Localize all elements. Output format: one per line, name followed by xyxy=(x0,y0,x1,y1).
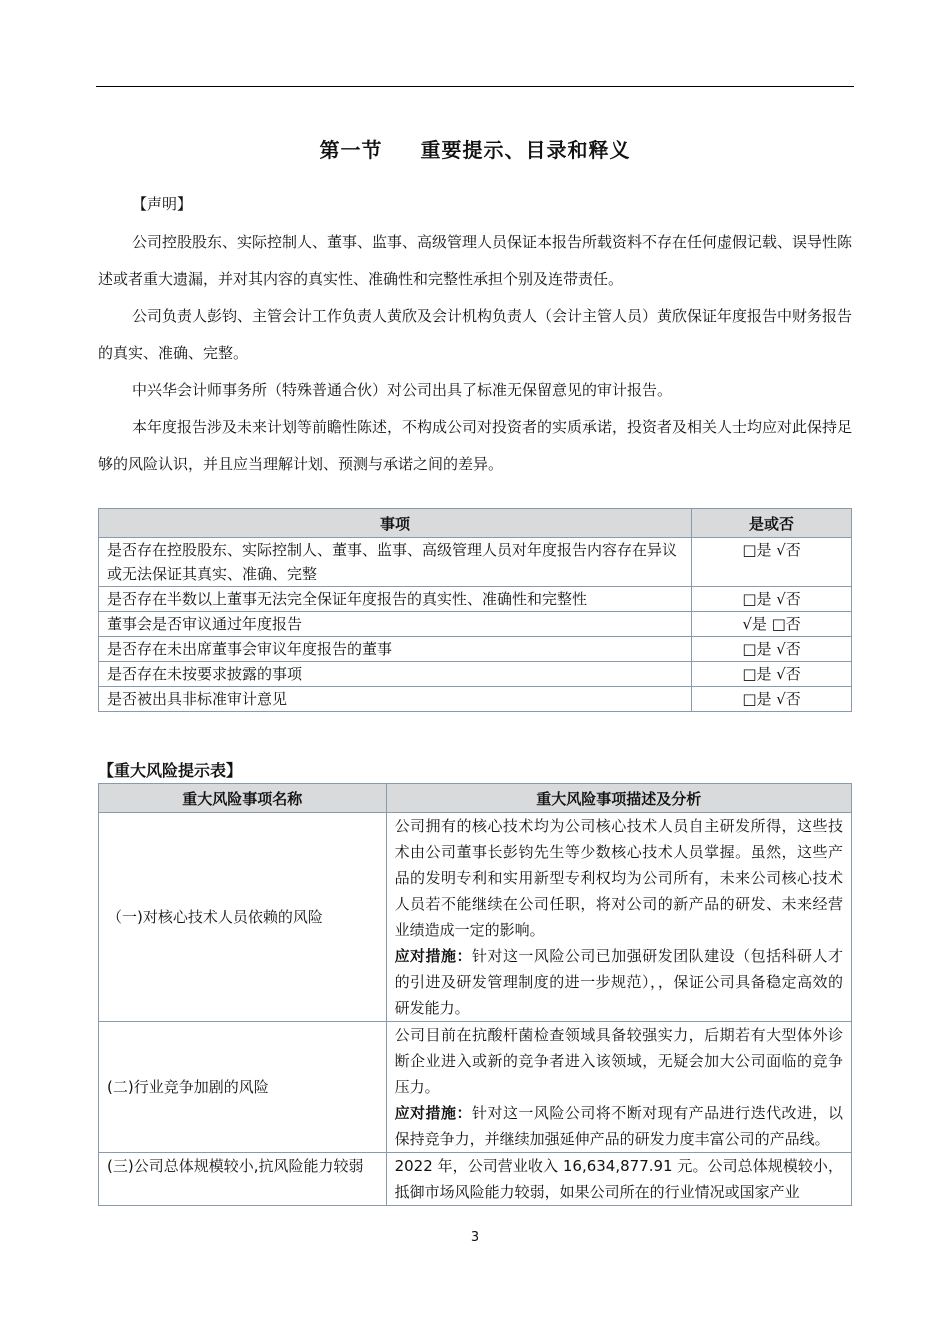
risk-name: (三)公司总体规模较小,抗风险能力较弱 xyxy=(99,1153,387,1206)
table-header-row xyxy=(99,784,852,813)
table-row xyxy=(99,612,852,637)
risk-description-text: 公司拥有的核心技术均为公司核心技术人员自主研发所得，这些技术由公司董事长彭钧先生等少数核心技术人员掌握。虽然，这些产品的发明专利和实用新型专利权均为公司所有，未来公司核心技术人员若不能继续在公司任职，将对公司的新产品的研发、未来经营业绩造成一定的影响。 xyxy=(394,817,843,939)
matter-answer: √是 □否 xyxy=(692,612,852,637)
header-rule xyxy=(96,86,854,87)
risk-description xyxy=(386,1153,851,1206)
risk-description xyxy=(386,1022,851,1153)
matter-item: 是否被出具非标准审计意见 xyxy=(99,687,692,712)
table-row xyxy=(99,538,852,587)
matter-item: 是否存在未按要求披露的事项 xyxy=(99,662,692,687)
matter-item: 是否存在控股股东、实际控制人、董事、监事、高级管理人员对年度报告内容存在异议或无法保证其真实、准确、完整 xyxy=(99,538,692,587)
measure-label: 应对措施： xyxy=(394,947,472,965)
statement-heading: 【声明】 xyxy=(132,195,193,213)
statement-paragraph: 公司负责人彭钧、主管会计工作负责人黄欣及会计机构负责人（会计主管人员）黄欣保证年度报告中财务报告的真实、准确、完整。 xyxy=(98,307,853,362)
column-header: 重大风险事项描述及分析 xyxy=(386,784,851,813)
matter-item: 是否存在半数以上董事无法完全保证年度报告的真实性、准确性和完整性 xyxy=(99,587,692,612)
section-heading: 重要提示、目录和释义 xyxy=(420,138,631,162)
measure-label: 应对措施： xyxy=(394,1104,472,1122)
column-header: 重大风险事项名称 xyxy=(99,784,387,813)
risk-description-text: 2022 年，公司营业收入 16,634,877.91 元。公司总体规模较小，抵御市场风险能力较弱，如果公司所在的行业情况或国家产业 xyxy=(394,1157,843,1201)
matters-table xyxy=(98,508,852,712)
risk-measure xyxy=(395,943,843,1021)
table-row xyxy=(99,1153,852,1206)
column-header: 事项 xyxy=(99,509,692,538)
risk-name: (二)行业竞争加剧的风险 xyxy=(99,1022,387,1153)
measure-text: 针对这一风险公司将不断对现有产品进行迭代改进，以保持竞争力，并继续加强延伸产品的研发力度丰富公司的产品线。 xyxy=(394,1104,843,1148)
matter-answer: □是 √否 xyxy=(692,587,852,612)
matter-answer: □是 √否 xyxy=(692,687,852,712)
measure-text: 针对这一风险公司已加强研发团队建设（包括科研人才的引进及研发管理制度的进一步规范），，保证公司具备稳定高效的研发能力。 xyxy=(394,947,843,1017)
table-row xyxy=(99,1022,852,1153)
matter-item: 董事会是否审议通过年度报告 xyxy=(99,612,692,637)
table-row xyxy=(99,662,852,687)
risk-measure xyxy=(395,1100,843,1152)
page-number: 3 xyxy=(470,1230,480,1245)
risk-description-text: 公司目前在抗酸杆菌检查领域具备较强实力，后期若有大型体外诊断企业进入或新的竞争者进入该领域，无疑会加大公司面临的竞争压力。 xyxy=(394,1026,843,1096)
table-header-row xyxy=(99,509,852,538)
matter-answer: □是 √否 xyxy=(692,662,852,687)
table-row xyxy=(99,687,852,712)
matter-answer: □是 √否 xyxy=(692,538,852,587)
risk-description xyxy=(386,813,851,1022)
risk-table-heading: 【重大风险提示表】 xyxy=(98,761,243,780)
risk-name: （一)对核心技术人员依赖的风险 xyxy=(99,813,387,1022)
matter-item: 是否存在未出席董事会审议年度报告的董事 xyxy=(99,637,692,662)
table-row xyxy=(99,813,852,1022)
statement-paragraph: 公司控股股东、实际控制人、董事、监事、高级管理人员保证本报告所载资料不存在任何虚假记载、误导性陈述或者重大遗漏，并对其内容的真实性、准确性和完整性承担个别及连带责任。 xyxy=(98,233,853,288)
statement-paragraph: 中兴华会计师事务所（特殊普通合伙）对公司出具了标准无保留意见的审计报告。 xyxy=(132,381,673,399)
table-row xyxy=(99,587,852,612)
risk-table xyxy=(98,783,852,1206)
table-row xyxy=(99,637,852,662)
section-title xyxy=(96,134,854,163)
statement-paragraph: 本年度报告涉及未来计划等前瞻性陈述，不构成公司对投资者的实质承诺，投资者及相关人士均应对此保持足够的风险认识，并且应当理解计划、预测与承诺之间的差异。 xyxy=(98,418,853,473)
section-label: 第一节 xyxy=(319,138,383,162)
matter-answer: □是 √否 xyxy=(692,637,852,662)
column-header: 是或否 xyxy=(692,509,852,538)
